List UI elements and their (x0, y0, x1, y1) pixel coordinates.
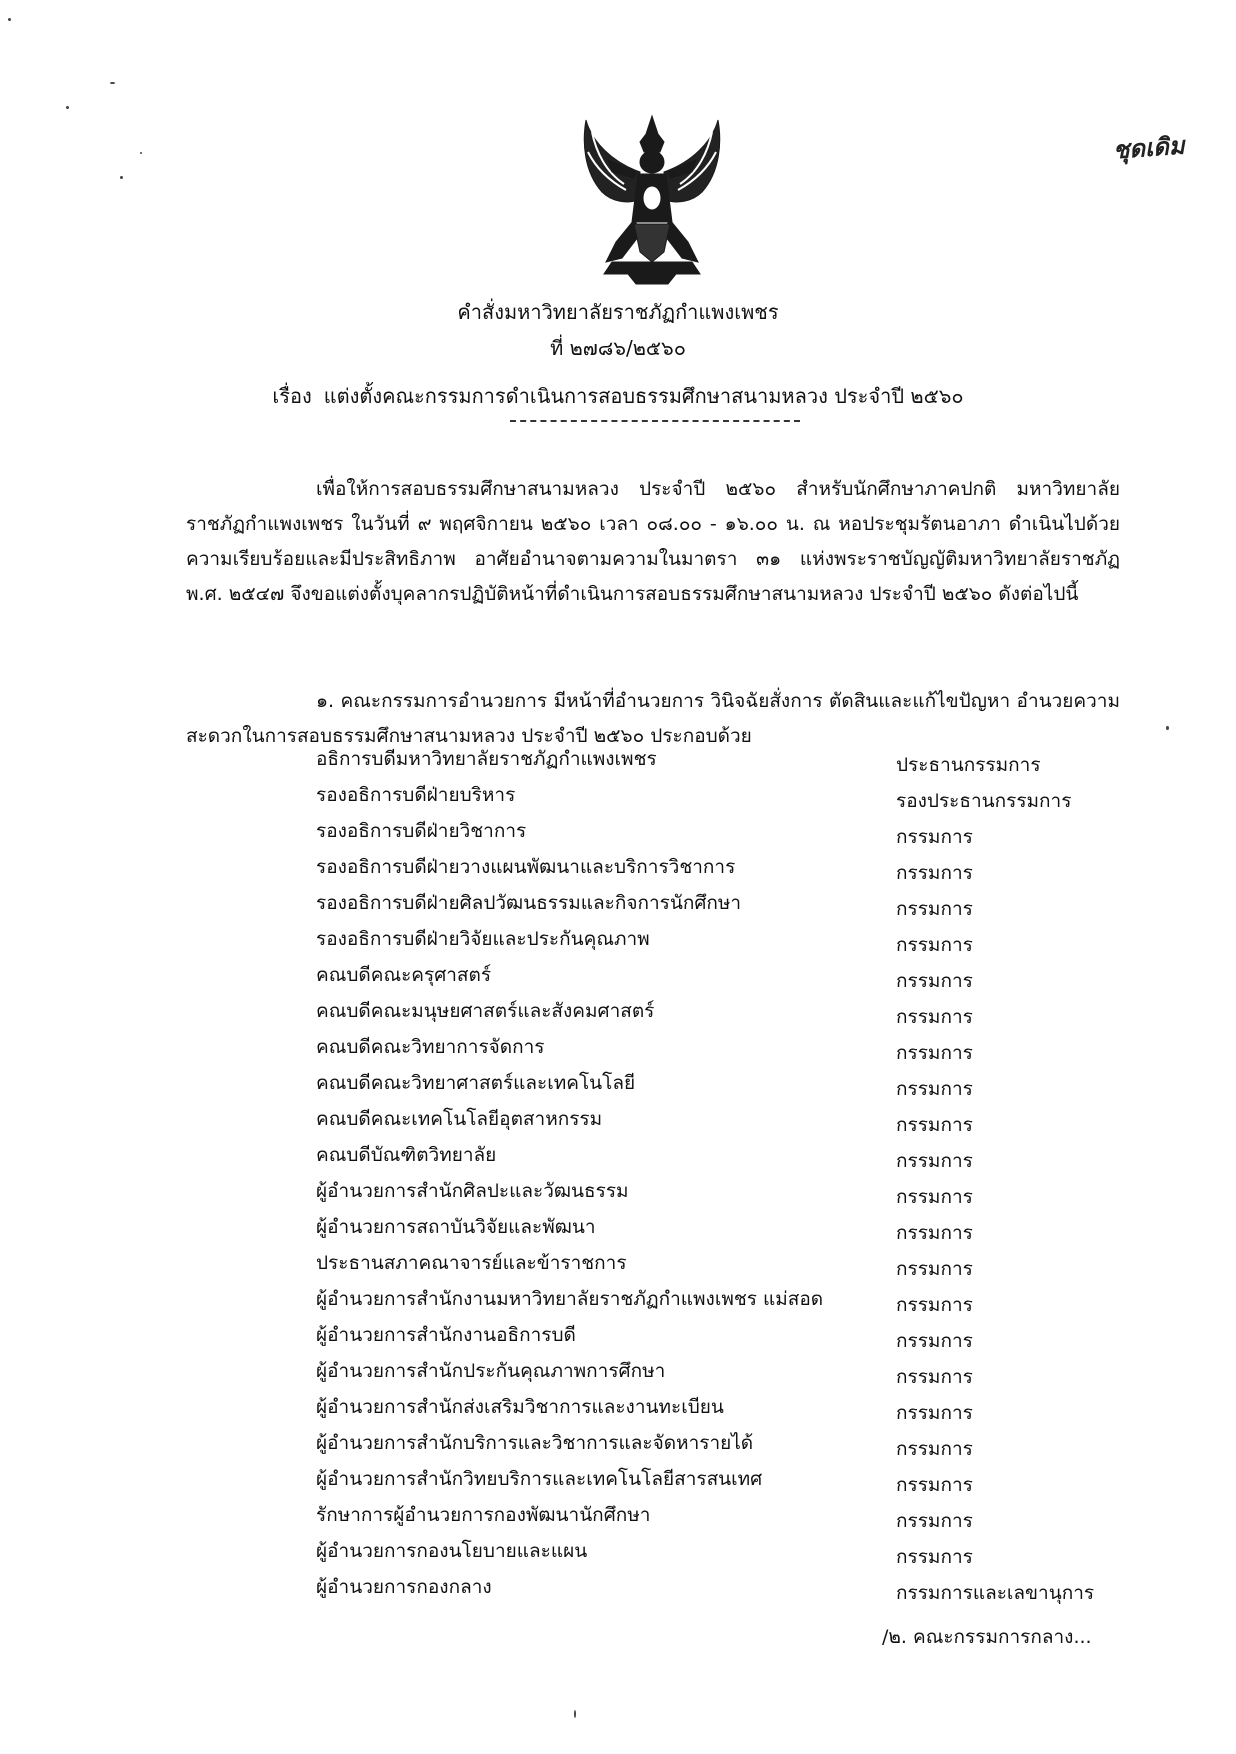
member-position: คณบดีคณะครุศาสตร์ (316, 964, 492, 986)
member-role: กรรมการ (896, 970, 973, 992)
list-item (316, 1032, 1136, 1068)
member-role: กรรมการ (896, 1114, 973, 1136)
member-role: รองประธานกรรมการ (896, 790, 1072, 812)
member-role: กรรมการ (896, 1366, 973, 1388)
list-item (316, 780, 1136, 816)
list-item (316, 852, 1136, 888)
member-position: ผู้อำนวยการสำนักงานอธิการบดี (316, 1324, 576, 1346)
list-item (316, 960, 1136, 996)
header-divider (510, 420, 800, 422)
list-item (316, 1536, 1136, 1572)
member-role: กรรมการ (896, 1330, 973, 1352)
member-role: กรรมการ (896, 1438, 973, 1460)
list-item (316, 1248, 1136, 1284)
list-item (316, 1212, 1136, 1248)
list-item (316, 1068, 1136, 1104)
list-item (316, 1500, 1136, 1536)
member-position: คณบดีคณะวิทยาศาสตร์และเทคโนโลยี (316, 1072, 636, 1094)
list-item (316, 744, 1136, 780)
list-item (316, 1356, 1136, 1392)
list-item (316, 924, 1136, 960)
member-role: กรรมการ (896, 1258, 973, 1280)
member-position: ผู้อำนวยการสถาบันวิจัยและพัฒนา (316, 1216, 596, 1238)
section-1-paragraph: ๑. คณะกรรมการอำนวยการ มีหน้าที่อำนวยการ วินิจฉัยสั่งการ ตัดสินและแก้ไขปัญหา อำนวยความสะดวกในการสอบธรรมศึกษาสนามหลวง ประจำปี ๒๕๖๐ ประกอบด้วย (186, 690, 1120, 747)
member-role: กรรมการ (896, 1150, 973, 1172)
member-position: คณบดีคณะเทคโนโลยีอุตสาหกรรม (316, 1108, 603, 1130)
list-item (316, 1104, 1136, 1140)
handwritten-stamp: ชุดเดิม (1111, 130, 1185, 165)
member-role: กรรมการ (896, 1078, 973, 1100)
member-position: คณบดีคณะมนุษยศาสตร์และสังคมศาสตร์ (316, 1000, 655, 1022)
continuation-note: /๒. คณะกรรมการกลาง... (882, 1626, 1092, 1648)
member-role: กรรมการ (896, 1474, 973, 1496)
list-item (316, 996, 1136, 1032)
scan-speck (66, 106, 69, 109)
list-item (316, 1320, 1136, 1356)
member-role: กรรมการ (896, 1006, 973, 1028)
scan-speck (110, 82, 115, 84)
list-item (316, 1392, 1136, 1428)
member-position: รองอธิการบดีฝ่ายวิจัยและประกันคุณภาพ (316, 928, 650, 950)
member-role: กรรมการและเลขานุการ (896, 1582, 1095, 1604)
list-item (316, 888, 1136, 924)
scan-speck (8, 18, 11, 21)
member-role: กรรมการ (896, 934, 973, 956)
member-role: กรรมการ (896, 898, 973, 920)
list-item (316, 1140, 1136, 1176)
member-position: อธิการบดีมหาวิทยาลัยราชภัฏกำแพงเพชร (316, 748, 657, 770)
subject-text: แต่งตั้งคณะกรรมการดำเนินการสอบธรรมศึกษาสนามหลวง ประจำปี ๒๕๖๐ (323, 384, 964, 408)
member-position: รองอธิการบดีฝ่ายบริหาร (316, 784, 516, 806)
scan-speck (574, 1710, 576, 1718)
member-role: กรรมการ (896, 1186, 973, 1208)
intro-paragraph: เพื่อให้การสอบธรรมศึกษาสนามหลวง ประจำปี ๒๕๖๐ สำหรับนักศึกษาภาคปกติ มหาวิทยาลัยราชภัฏกำแพงเพชร ในวันที่ ๙ พฤศจิกายน ๒๕๖๐ เวลา ๐๘.๐๐ - ๑๖.๐๐ น. ณ หอประชุมรัตนอาภา ดำเนินไปด้วยความเรียบร้อยและมีประสิทธิภาพ อาศัยอำนาจตามความในมาตรา ๓๑ แห่งพระราชบัญญัติมหาวิทยาลัยราชภัฏ พ.ศ. ๒๕๔๗ จึงขอแต่งตั้งบุคลากรปฏิบัติหน้าที่ดำเนินการสอบธรรมศึกษาสนามหลวง ประจำปี ๒๕๖๐ ดังต่อไปนี้ (186, 478, 1120, 605)
member-role: กรรมการ (896, 1042, 973, 1064)
member-role: กรรมการ (896, 826, 973, 848)
member-position: ผู้อำนวยการสำนักงานมหาวิทยาลัยราชภัฏกำแพงเพชร แม่สอด (316, 1288, 824, 1310)
member-position: ผู้อำนวยการสำนักส่งเสริมวิชาการและงานทะเบียน (316, 1396, 724, 1418)
list-item (316, 1176, 1136, 1212)
member-role: ประธานกรรมการ (896, 754, 1041, 776)
scan-speck (140, 152, 142, 154)
member-position: รองอธิการบดีฝ่ายศิลปวัฒนธรรมและกิจการนักศึกษา (316, 892, 742, 914)
member-position: ผู้อำนวยการกองนโยบายและแผน (316, 1540, 588, 1562)
order-title: คำสั่งมหาวิทยาลัยราชภัฏกำแพงเพชร (457, 300, 779, 324)
member-role: กรรมการ (896, 1546, 973, 1568)
member-role: กรรมการ (896, 1222, 973, 1244)
committee-member-list (316, 744, 1136, 1608)
member-position: ผู้อำนวยการสำนักศิลปะและวัฒนธรรม (316, 1180, 629, 1202)
subject-label: เรื่อง (272, 384, 312, 408)
member-position: ผู้อำนวยการกองกลาง (316, 1576, 492, 1598)
member-role: กรรมการ (896, 1402, 973, 1424)
scan-speck (120, 176, 123, 179)
member-position: คณบดีบัณฑิตวิทยาลัย (316, 1144, 497, 1166)
garuda-emblem-icon (572, 112, 732, 286)
member-position: ประธานสภาคณาจารย์และข้าราชการ (316, 1252, 627, 1274)
member-position: ผู้อำนวยการสำนักประกันคุณภาพการศึกษา (316, 1360, 666, 1382)
order-number: ที่ ๒๗๘๖/๒๕๖๐ (550, 336, 686, 360)
list-item (316, 1428, 1136, 1464)
order-subject-line (0, 380, 1236, 412)
list-item (316, 816, 1136, 852)
member-role: กรรมการ (896, 1510, 973, 1532)
list-item (316, 1572, 1136, 1608)
member-position: ผู้อำนวยการสำนักบริการและวิชาการและจัดหารายได้ (316, 1432, 754, 1454)
list-item (316, 1464, 1136, 1500)
member-position: รักษาการผู้อำนวยการกองพัฒนานักศึกษา (316, 1504, 651, 1526)
member-role: กรรมการ (896, 862, 973, 884)
scan-speck (1166, 726, 1169, 730)
member-role: กรรมการ (896, 1294, 973, 1316)
list-item (316, 1284, 1136, 1320)
member-position: รองอธิการบดีฝ่ายวิชาการ (316, 820, 527, 842)
member-position: คณบดีคณะวิทยาการจัดการ (316, 1036, 545, 1058)
member-position: รองอธิการบดีฝ่ายวางแผนพัฒนาและบริการวิชาการ (316, 856, 736, 878)
member-position: ผู้อำนวยการสำนักวิทยบริการและเทคโนโลยีสารสนเทศ (316, 1468, 763, 1490)
